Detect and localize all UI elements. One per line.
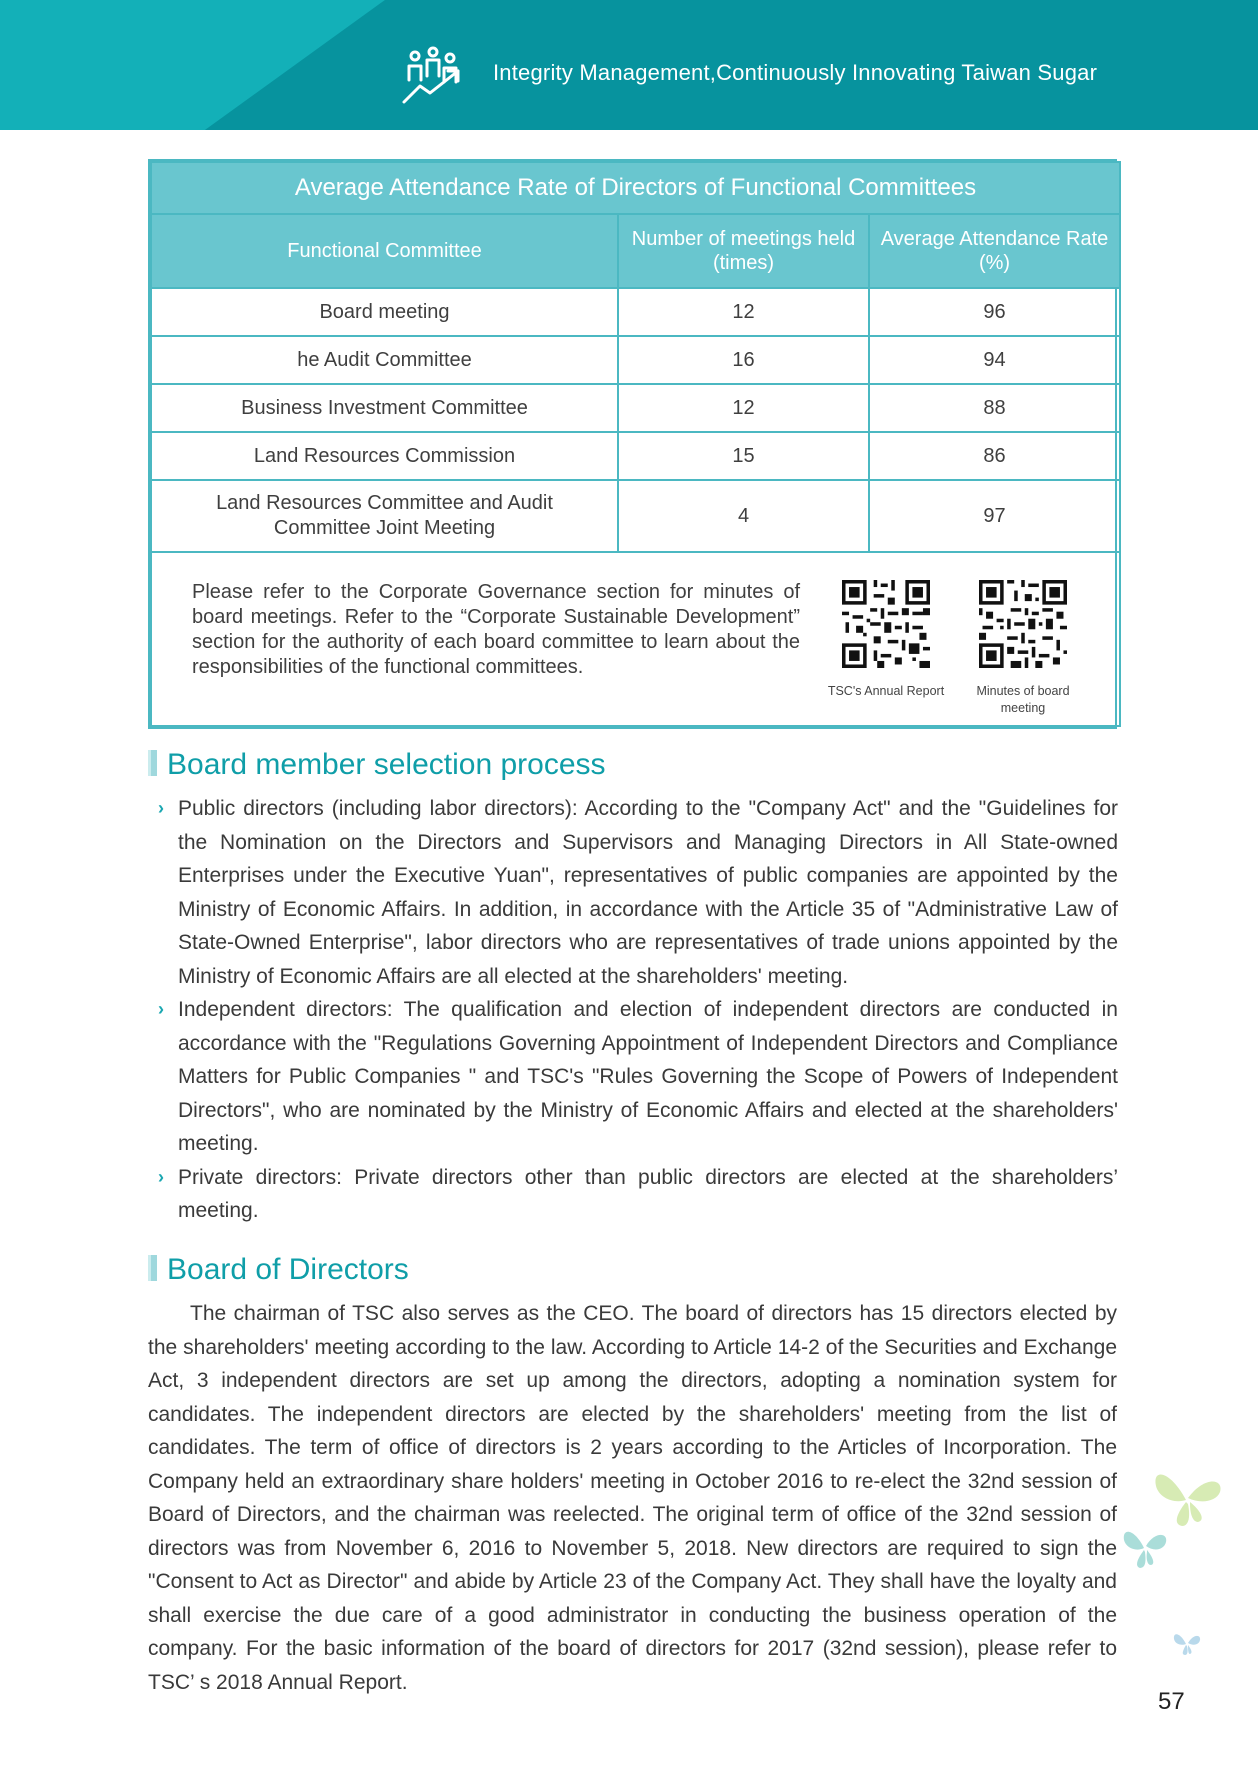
- table-row: [151, 288, 1120, 336]
- table-cell: 86: [869, 432, 1120, 480]
- list-item-text: Independent directors: The qualification and election of independent directors are conducted in accordance with the "Regulations Governing Appointment of Independent Directors and Compliance Matters for Public Companies " and TSC's "Rules Governing the Scope of Powers of Independent Directors", who are nominated by the Ministry of Economic Affairs and elected at the shareholders' meeting.: [178, 998, 1118, 1155]
- table-cell: he Audit Committee: [151, 336, 618, 384]
- header-title: Integrity Management,Continuously Innovating Taiwan Sugar: [493, 60, 1098, 85]
- header-banner: [0, 0, 1258, 130]
- table-row: [151, 432, 1120, 480]
- list-item: [158, 792, 1118, 993]
- table-cell: 4: [618, 480, 869, 552]
- heading-bar-icon: [148, 1255, 157, 1281]
- column-header: Average Attendance Rate (%): [869, 214, 1120, 288]
- section-heading-selection: [148, 748, 606, 782]
- heading-bar-icon: [148, 750, 157, 776]
- list-item-text: Public directors (including labor directors): According to the "Company Act" and the "Guidelines for the Nomination on the Directors and Supervisors and Managing Directors in All State-owned Enterprises under the Executive Yuan", representatives of public companies are appointed by the Ministry of Economic Affairs. In addition, in accordance with the Article 35 of "Administrative Law of State-Owned Enterprise", labor directors who are representatives of trade unions appointed by the Ministry of Economic Affairs are all elected at the shareholders' meeting.: [178, 797, 1118, 988]
- table-cell: Land Resources Committee and Audit Committee Joint Meeting: [151, 480, 618, 552]
- people-growth-icon: [398, 46, 468, 108]
- table-row: [151, 336, 1120, 384]
- qr-code-minutes[interactable]: [979, 580, 1067, 668]
- column-header: Number of meetings held (times): [618, 214, 869, 288]
- qr-code-annual-report[interactable]: [842, 580, 930, 668]
- table-cell: Board meeting: [151, 288, 618, 336]
- chevron-right-icon: ›: [158, 999, 164, 1019]
- section-heading-text: Board member selection process: [167, 748, 606, 781]
- page-number: 57: [1158, 1688, 1185, 1715]
- table-row: [151, 384, 1120, 432]
- column-header: Functional Committee: [151, 214, 618, 288]
- chevron-right-icon: ›: [158, 1166, 164, 1187]
- table-cell: 12: [618, 384, 869, 432]
- table-note: Please refer to the Corporate Governance section for minutes of board meetings. Refer to the “Corporate Sustainable Development” section for the authority of each board committee to learn about the responsibilities of the functional committees.: [192, 581, 800, 678]
- board-paragraph: The chairman of TSC also serves as the CEO. The board of directors has 15 directors elected by the shareholders' meeting according to the law. According to Article 14-2 of the Securities and Exchange Act, 3 independent directors are set up among the directors, adopting a nomination system for candidates. The independent directors are elected by the shareholders' meeting from the list of candidates. The term of office of directors is 2 years according to the Articles of Incorporation. The Company held an extraordinary share holders' meeting in October 2016 to re-elect the 32nd session of Board of Directors, and the chairman was reelected. The original term of office of the 32nd session of directors was from November 6, 2016 to November 5, 2018. New directors are required to sign the "Consent to Act as Director" and abide by Article 23 of the Company Act. They shall have the loyalty and shall exercise the due care of a good administrator in conducting the business operation of the company. For the basic information of the board of directors for 2017 (32nd session), please refer to TSC’ s 2018 Annual Report.: [148, 1302, 1117, 1694]
- table-title: Average Attendance Rate of Directors of Functional Committees: [151, 162, 1120, 214]
- list-item: [158, 1161, 1118, 1228]
- section-heading-board: [148, 1253, 409, 1287]
- table-cell: 96: [869, 288, 1120, 336]
- table-cell: 16: [618, 336, 869, 384]
- table-cell: 94: [869, 336, 1120, 384]
- table-cell: 15: [618, 432, 869, 480]
- table-cell: Land Resources Commission: [151, 432, 618, 480]
- section-heading-text: Board of Directors: [167, 1253, 409, 1286]
- qr-caption-minutes: Minutes of board meeting: [976, 684, 1070, 715]
- butterfly-icon: [1120, 1522, 1170, 1570]
- table-cell: Business Investment Committee: [151, 384, 618, 432]
- attendance-table: [148, 159, 1117, 729]
- list-item: [158, 993, 1118, 1161]
- selection-bullet-list: [158, 792, 1118, 1228]
- list-item-text: Private directors: Private directors other than public directors are elected at the shareholders’ meeting.: [178, 1165, 1118, 1222]
- table-cell: 97: [869, 480, 1120, 552]
- qr-caption-annual-report: TSC's Annual Report: [827, 684, 945, 698]
- butterfly-icon: [1150, 1460, 1226, 1530]
- butterfly-icon: [1172, 1628, 1202, 1656]
- table-cell: 12: [618, 288, 869, 336]
- table-note-cell: [151, 552, 1120, 726]
- table-cell: 88: [869, 384, 1120, 432]
- chevron-right-icon: ›: [158, 798, 164, 818]
- table-row: [151, 480, 1120, 552]
